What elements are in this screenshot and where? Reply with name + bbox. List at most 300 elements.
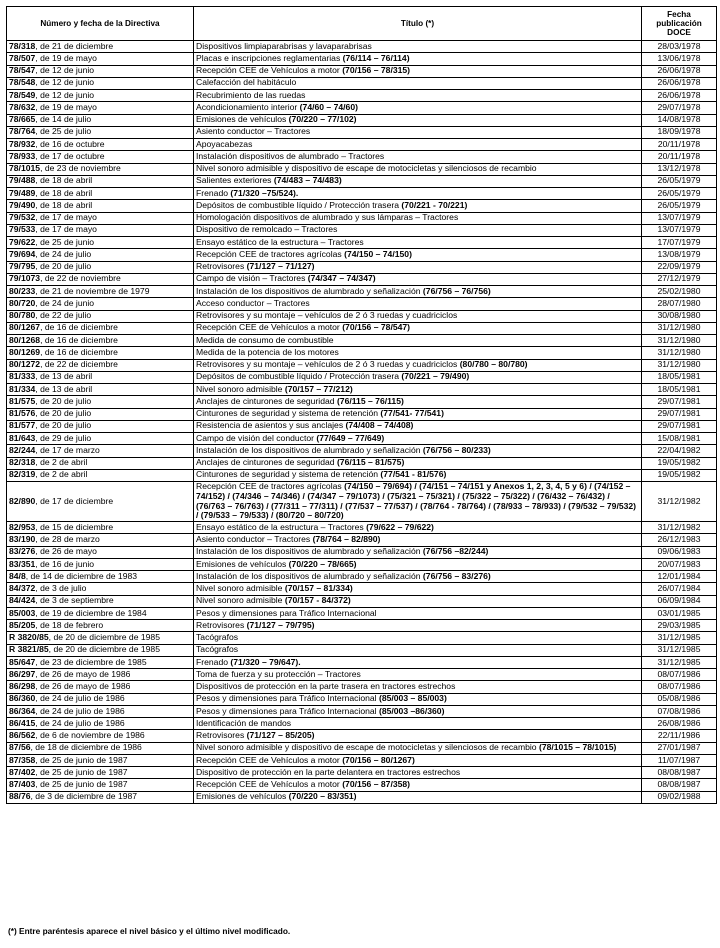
title-cell: [194, 261, 642, 273]
directive-date: , de 3 de julio: [35, 583, 87, 594]
title-text: Frenado: [196, 656, 229, 667]
title-text: Campo de visión – Tractores: [196, 273, 306, 284]
directive-cell: [7, 681, 194, 693]
directive-number: 78/548: [9, 77, 36, 88]
directive-cell: [7, 754, 194, 766]
directive-date: , de 18 de abril: [35, 187, 93, 198]
publication-date: 28/03/1978: [642, 41, 717, 53]
publication-date: 31/12/1980: [642, 322, 717, 334]
directive-cell: [7, 558, 194, 570]
publication-date: 03/01/1985: [642, 607, 717, 619]
table-row: [7, 77, 717, 89]
directive-number: 86/415: [9, 717, 36, 728]
directive-date: , de 17 de diciembre: [35, 495, 114, 506]
title-text: Cinturones de seguridad y sistema de retención: [196, 469, 379, 480]
table-row: [7, 126, 717, 138]
directive-number: 79/533: [9, 224, 36, 235]
title-reference: (77/541- 77/541): [380, 408, 444, 419]
directive-date: , de 26 de mayo de 1986: [35, 668, 131, 679]
title-reference: (70/220 – 83/351): [288, 791, 357, 802]
title-cell: [194, 163, 642, 175]
directive-cell: [7, 408, 194, 420]
directive-number: 78/665: [9, 114, 36, 125]
title-text: Pesos y dimensiones para Tráfico Internacional: [196, 607, 377, 618]
directive-date: , de 20 de diciembre de 1985: [48, 632, 160, 643]
directive-number: 85/647: [9, 656, 36, 667]
table-row: [7, 114, 717, 126]
directive-cell: [7, 791, 194, 803]
directive-cell: [7, 188, 194, 200]
directive-date: , de 20 de julio: [35, 395, 92, 406]
publication-date: 11/07/1987: [642, 754, 717, 766]
table-row: [7, 261, 717, 273]
title-reference: (74/483 – 74/483): [273, 175, 342, 186]
directive-date: , de 28 de marzo: [35, 534, 100, 545]
directives-table: [6, 6, 717, 804]
title-text: Resistencia de asientos y sus anclajes: [196, 420, 344, 431]
title-cell: [194, 90, 642, 102]
table-row: [7, 420, 717, 432]
directive-date: , de 19 de mayo: [35, 101, 97, 112]
publication-date: 13/12/1978: [642, 163, 717, 175]
title-text: Retrovisores y su montaje – vehículos de 2 ó 3 ruedas y cuadriciclos: [196, 310, 458, 321]
directive-date: , de 12 de junio: [35, 77, 95, 88]
table-row: [7, 347, 717, 359]
directive-cell: [7, 273, 194, 285]
title-text: Emisiones de vehículos: [196, 558, 287, 569]
directive-number: 79/694: [9, 248, 36, 259]
title-cell: [194, 298, 642, 310]
directive-date: , de 26 de mayo: [35, 546, 97, 557]
publication-date: 22/04/1982: [642, 445, 717, 457]
title-text: Nivel sonoro admisible: [196, 583, 283, 594]
publication-date: 22/11/1986: [642, 730, 717, 742]
directive-number: 79/490: [9, 199, 36, 210]
table-row: [7, 482, 717, 522]
title-text: Retrovisores: [196, 261, 245, 272]
directive-number: 86/562: [9, 730, 36, 741]
title-cell: [194, 175, 642, 187]
directive-number: 84/8: [9, 570, 26, 581]
directive-number: 83/276: [9, 546, 36, 557]
directive-cell: [7, 482, 194, 522]
title-text: Emisiones de vehículos: [196, 791, 287, 802]
directive-date: , de 24 de julio de 1986: [35, 717, 125, 728]
directive-cell: [7, 102, 194, 114]
title-reference: (70/156 – 78/315): [342, 65, 411, 76]
title-cell: [194, 347, 642, 359]
directive-date: , de 22 de noviembre: [40, 273, 121, 284]
title-cell: [194, 791, 642, 803]
title-cell: [194, 632, 642, 644]
directive-cell: [7, 359, 194, 371]
directive-number: 82/319: [9, 469, 36, 480]
title-text: Recepción CEE de Vehículos a motor: [196, 322, 340, 333]
directive-date: , de 20 de julio: [35, 408, 92, 419]
directive-number: 85/003: [9, 607, 36, 618]
directive-date: , de 16 de diciembre: [40, 346, 118, 357]
title-cell: [194, 384, 642, 396]
table-row: [7, 408, 717, 420]
title-cell: [194, 188, 642, 200]
directive-date: , de 2 de abril: [35, 457, 88, 468]
title-cell: [194, 224, 642, 236]
publication-date: 29/07/1978: [642, 102, 717, 114]
title-cell: [194, 595, 642, 607]
directive-number: 78/547: [9, 65, 36, 76]
directive-number: 87/56: [9, 742, 31, 753]
publication-date: 26/06/1978: [642, 90, 717, 102]
title-text: Cinturones de seguridad y sistema de retención: [196, 408, 379, 419]
title-cell: [194, 583, 642, 595]
publication-date: 08/08/1987: [642, 767, 717, 779]
directive-cell: [7, 457, 194, 469]
title-cell: [194, 286, 642, 298]
directive-number: 81/575: [9, 395, 36, 406]
title-cell: [194, 310, 642, 322]
publication-date: 06/09/1984: [642, 595, 717, 607]
directive-cell: [7, 644, 194, 656]
directive-date: , de 18 de diciembre de 1986: [30, 742, 142, 753]
table-row: [7, 298, 717, 310]
table-row: [7, 681, 717, 693]
table-row: [7, 644, 717, 656]
directive-date: , de 12 de junio: [35, 65, 95, 76]
directive-date: , de 17 de mayo: [35, 224, 97, 235]
table-row: [7, 102, 717, 114]
table-row: [7, 767, 717, 779]
directive-number: 79/1073: [9, 273, 41, 284]
title-text: Campo de visión del conductor: [196, 432, 314, 443]
directive-number: 79/488: [9, 175, 36, 186]
directive-number: 82/890: [9, 495, 36, 506]
table-row: [7, 322, 717, 334]
directive-cell: [7, 534, 194, 546]
directive-number: 82/953: [9, 521, 36, 532]
directive-number: 81/333: [9, 371, 36, 382]
title-cell: [194, 41, 642, 53]
title-reference: (76/756 – 76/756): [422, 285, 491, 296]
directive-number: 83/190: [9, 534, 36, 545]
table-row: [7, 595, 717, 607]
table-row: [7, 522, 717, 534]
publication-date: 22/09/1979: [642, 261, 717, 273]
directive-number: 85/205: [9, 619, 36, 630]
title-reference: (74/408 – 74/408): [345, 420, 414, 431]
directive-cell: [7, 742, 194, 754]
directive-date: , de 19 de diciembre de 1984: [35, 607, 147, 618]
title-cell: [194, 457, 642, 469]
directive-date: , de 20 de diciembre de 1985: [48, 644, 160, 655]
title-cell: [194, 322, 642, 334]
directive-number: 81/576: [9, 408, 36, 419]
directive-cell: [7, 310, 194, 322]
table-row: [7, 200, 717, 212]
publication-date: 17/07/1979: [642, 237, 717, 249]
title-cell: [194, 571, 642, 583]
title-reference: (80/780 – 80/780): [459, 359, 528, 370]
title-cell: [194, 779, 642, 791]
directive-cell: [7, 175, 194, 187]
directive-number: 81/577: [9, 420, 36, 431]
title-cell: [194, 469, 642, 481]
publication-date: 31/12/1985: [642, 632, 717, 644]
publication-date: 31/12/1985: [642, 656, 717, 668]
title-cell: [194, 249, 642, 261]
title-reference: (71/320 –75/524).: [230, 187, 299, 198]
directive-cell: [7, 335, 194, 347]
title-cell: [194, 408, 642, 420]
directive-cell: [7, 718, 194, 730]
title-cell: [194, 139, 642, 151]
title-text: Ensayo estático de la estructura – Tractores: [196, 236, 364, 247]
directive-cell: [7, 396, 194, 408]
title-reference: (85/003 –86/360): [378, 705, 445, 716]
publication-date: 28/07/1980: [642, 298, 717, 310]
table-row: [7, 546, 717, 558]
title-cell: [194, 114, 642, 126]
directive-date: , de 17 de mayo: [35, 212, 97, 223]
title-text: Asiento conductor – Tractores: [196, 126, 311, 137]
table-body: [7, 41, 717, 804]
title-text: Tacógrafos: [196, 644, 239, 655]
title-text: Recubrimiento de las ruedas: [196, 89, 306, 100]
directive-number: 80/1272: [9, 359, 41, 370]
directive-date: , de 25 de junio de 1987: [35, 754, 128, 765]
directive-date: , de 23 de diciembre de 1985: [35, 656, 147, 667]
table-row: [7, 335, 717, 347]
directive-cell: [7, 163, 194, 175]
title-cell: [194, 359, 642, 371]
title-text: Recepción CEE de Vehículos a motor: [196, 754, 340, 765]
directive-cell: [7, 90, 194, 102]
publication-date: 26/05/1979: [642, 175, 717, 187]
directive-date: , de 25 de junio de 1987: [35, 779, 128, 790]
directive-cell: [7, 632, 194, 644]
title-text: Anclajes de cinturones de seguridad: [196, 395, 335, 406]
directive-date: , de 13 de abril: [35, 371, 93, 382]
directive-cell: [7, 620, 194, 632]
directive-cell: [7, 767, 194, 779]
directive-date: , de 21 de diciembre: [35, 40, 114, 51]
title-text: Asiento conductor – Tractores: [196, 534, 311, 545]
title-cell: [194, 396, 642, 408]
title-cell: [194, 656, 642, 668]
directive-cell: [7, 53, 194, 65]
title-text: Dispositivo de protección en la parte delantera en tractores estrechos: [196, 766, 461, 777]
directive-date: , de 12 de junio: [35, 89, 95, 100]
table-row: [7, 371, 717, 383]
title-cell: [194, 607, 642, 619]
title-cell: [194, 558, 642, 570]
title-text: Retrovisores: [196, 730, 245, 741]
directive-number: 80/233: [9, 285, 36, 296]
directive-date: , de 20 de julio: [35, 420, 92, 431]
directive-date: , de 17 de octubre: [35, 150, 105, 161]
title-text: Nivel sonoro admisible: [196, 383, 283, 394]
table-row: [7, 705, 717, 717]
table-row: [7, 445, 717, 457]
directive-number: 78/318: [9, 40, 36, 51]
directive-date: , de 18 de abril: [35, 199, 93, 210]
publication-date: 26/05/1979: [642, 188, 717, 200]
title-text: Pesos y dimensiones para Tráfico Internacional: [196, 693, 377, 704]
directive-number: 80/720: [9, 297, 36, 308]
directive-date: , de 29 de julio: [35, 432, 92, 443]
title-cell: [194, 102, 642, 114]
directive-number: R 3820/85: [9, 632, 49, 643]
directive-cell: [7, 433, 194, 445]
title-text: Acceso conductor – Tractores: [196, 297, 310, 308]
directive-cell: [7, 151, 194, 163]
directive-cell: [7, 730, 194, 742]
publication-date: 31/12/1980: [642, 335, 717, 347]
directive-cell: [7, 571, 194, 583]
directive-date: , de 19 de mayo: [35, 52, 97, 63]
title-cell: [194, 644, 642, 656]
table-row: [7, 188, 717, 200]
directive-cell: [7, 705, 194, 717]
title-cell: [194, 693, 642, 705]
directive-date: , de 16 de octubre: [35, 138, 105, 149]
title-cell: [194, 445, 642, 457]
title-cell: [194, 767, 642, 779]
table-row: [7, 791, 717, 803]
directive-cell: [7, 114, 194, 126]
title-reference: (78/764 – 82/890): [312, 534, 381, 545]
title-text: Anclajes de cinturones de seguridad: [196, 457, 335, 468]
directive-number: 79/795: [9, 261, 36, 272]
publication-date: 13/06/1978: [642, 53, 717, 65]
title-text: Instalación de los dispositivos de alumbrado y señalización: [196, 444, 421, 455]
directive-number: 78/632: [9, 101, 36, 112]
table-row: [7, 669, 717, 681]
publication-date: 08/07/1986: [642, 669, 717, 681]
directive-date: , de 22 de julio: [35, 310, 92, 321]
table-row: [7, 139, 717, 151]
directive-number: 80/1269: [9, 346, 41, 357]
title-reference: (71/320 – 79/647).: [230, 656, 301, 667]
table-row: [7, 583, 717, 595]
directive-cell: [7, 126, 194, 138]
title-reference: (76/115 – 81/575): [336, 457, 405, 468]
title-text: Identificación de mandos: [196, 717, 292, 728]
directive-date: , de 26 de mayo de 1986: [35, 681, 131, 692]
title-cell: [194, 371, 642, 383]
table-row: [7, 237, 717, 249]
publication-date: 09/02/1988: [642, 791, 717, 803]
title-cell: [194, 482, 642, 522]
table-row: [7, 632, 717, 644]
directive-number: 88/76: [9, 791, 31, 802]
publication-date: 18/05/1981: [642, 384, 717, 396]
directive-date: , de 3 de septiembre: [35, 595, 114, 606]
publication-date: 25/02/1980: [642, 286, 717, 298]
table-row: [7, 742, 717, 754]
table-row: [7, 224, 717, 236]
directive-cell: [7, 77, 194, 89]
directive-date: , de 14 de diciembre de 1983: [25, 570, 138, 581]
title-reference: (70/221 - 70/221): [401, 199, 468, 210]
table-row: [7, 730, 717, 742]
directive-date: , de 24 de julio de 1986: [35, 705, 125, 716]
title-text: Apoyacabezas: [196, 138, 253, 149]
directive-cell: [7, 595, 194, 607]
title-reference: (74/150 – 74/150): [344, 248, 412, 259]
table-row: [7, 779, 717, 791]
table-row: [7, 384, 717, 396]
table-row: [7, 212, 717, 224]
directive-date: , de 22 de diciembre: [40, 359, 118, 370]
title-reference: (76/756 – 83/276): [422, 570, 491, 581]
directive-number: 82/318: [9, 457, 36, 468]
title-reference: (79/622 – 79/622): [366, 521, 434, 532]
title-reference: (70/220 – 78/665): [288, 558, 357, 569]
title-text: Instalación de los dispositivos de alumbrado y señalización: [196, 570, 421, 581]
directive-cell: [7, 656, 194, 668]
publication-date: 31/12/1980: [642, 359, 717, 371]
directive-number: 80/1267: [9, 322, 41, 333]
publication-date: 30/08/1980: [642, 310, 717, 322]
title-text: Emisiones de vehículos: [196, 114, 287, 125]
header-row: [7, 7, 717, 41]
directive-number: 78/932: [9, 138, 36, 149]
publication-date: 18/05/1981: [642, 371, 717, 383]
directive-date: , de 18 de febrero: [35, 619, 104, 630]
directive-number: 87/403: [9, 779, 36, 790]
title-reference: (70/156 – 87/358): [342, 779, 411, 790]
title-cell: [194, 65, 642, 77]
title-text: Retrovisores: [196, 619, 245, 630]
table-row: [7, 175, 717, 187]
table-row: [7, 433, 717, 445]
directive-number: 80/780: [9, 310, 36, 321]
title-cell: [194, 273, 642, 285]
table-row: [7, 558, 717, 570]
title-cell: [194, 681, 642, 693]
title-reference: (76/756 –82/244): [422, 546, 489, 557]
title-cell: [194, 546, 642, 558]
title-cell: [194, 212, 642, 224]
title-cell: [194, 151, 642, 163]
publication-date: 12/01/1984: [642, 571, 717, 583]
directive-cell: [7, 200, 194, 212]
title-cell: [194, 53, 642, 65]
directive-number: 78/1015: [9, 163, 41, 174]
directive-date: , de 25 de junio: [35, 236, 95, 247]
publication-date: 09/06/1983: [642, 546, 717, 558]
title-text: Nivel sonoro admisible: [196, 595, 283, 606]
table-row: [7, 41, 717, 53]
title-reference: (70/220 – 77/102): [288, 114, 357, 125]
directive-cell: [7, 669, 194, 681]
title-reference: (70/156 – 80/1267): [342, 754, 415, 765]
directive-number: 86/364: [9, 705, 36, 716]
title-text: Dispositivo de remolcado – Tractores: [196, 224, 338, 235]
title-text: Recepción CEE de tractores agrícolas: [196, 248, 342, 259]
title-cell: [194, 200, 642, 212]
table-row: [7, 469, 717, 481]
directive-cell: [7, 41, 194, 53]
title-reference: (70/157 - 84/372): [284, 595, 351, 606]
table-row: [7, 273, 717, 285]
title-reference: (70/156 – 78/547): [342, 322, 411, 333]
publication-date: 29/03/1985: [642, 620, 717, 632]
title-reference: (76/756 – 80/233): [422, 444, 491, 455]
table-row: [7, 534, 717, 546]
title-reference: (71/127 – 71/127): [246, 261, 315, 272]
title-cell: [194, 742, 642, 754]
